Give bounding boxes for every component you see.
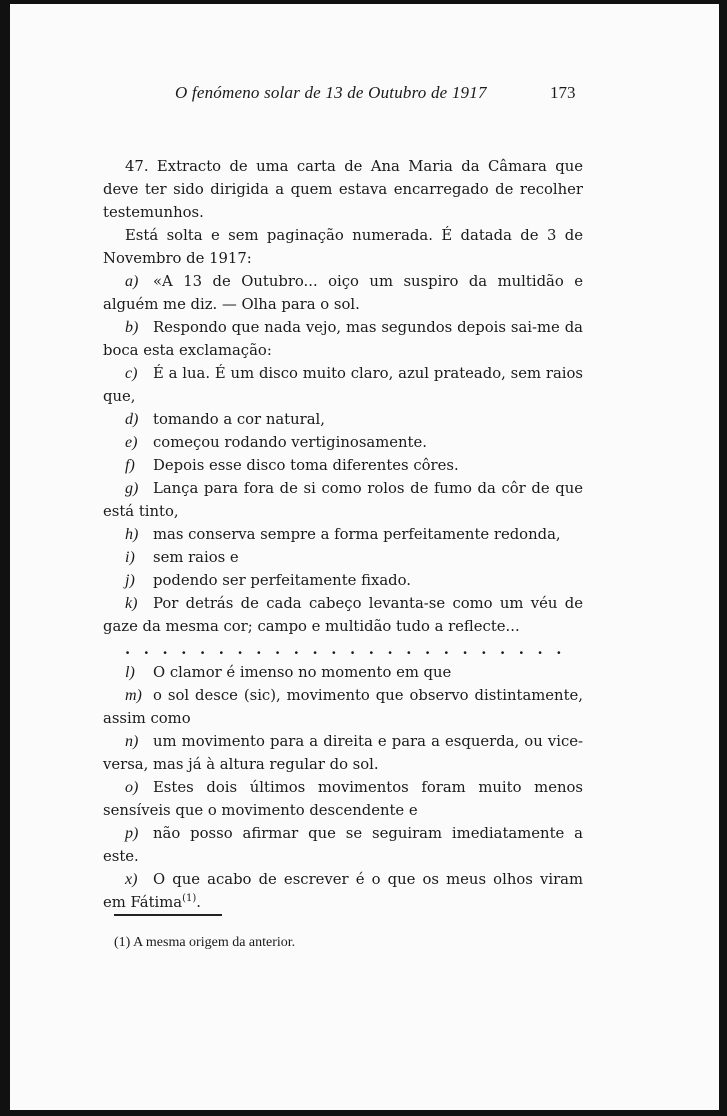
item-label: c) [125,365,138,382]
list-item [103,523,583,546]
observation-list-continued [103,661,583,914]
item-label: h) [125,526,139,543]
page-number: 173 [550,83,576,102]
item-label: m) [125,687,142,704]
footnote [114,935,295,951]
item-text: não posso afirmar que se seguiram imediatamente a este. [103,825,583,865]
list-item [103,592,583,638]
item-text: o sol desce (sic), movimento que observo distintamente, assim como [103,687,583,727]
item-label: o) [125,779,139,796]
list-item [103,316,583,362]
item-label: k) [125,595,138,612]
item-label: n) [125,733,139,750]
list-item [103,730,583,776]
running-header [10,83,719,107]
running-title: O fenómeno solar de 13 de Outubro de 1917 [175,83,487,102]
list-item [103,270,583,316]
list-item [103,408,583,431]
item-text: O que acabo de escrever é o que os meus olhos viram em Fátima [103,871,583,911]
list-item [103,362,583,408]
sentence-end: . [196,894,201,911]
observation-list [103,270,583,638]
footnote-text: A mesma origem da anterior. [133,935,296,950]
item-label: x) [125,871,138,888]
item-text: Respondo que nada vejo, mas segundos depois sai-me da boca esta exclamação: [103,319,583,359]
item-label: l) [125,664,135,681]
list-item [103,868,583,914]
main-text [103,155,583,914]
footnote-marker: (1) [114,935,131,950]
item-text: Estes dois últimos movimentos foram muito menos sensíveis que o movimento descendente e [103,779,583,819]
list-item [103,569,583,592]
item-label: d) [125,411,139,428]
intro-paragraph: 47. Extracto de uma carta de Ana Maria da Câmara que deve ter sido dirigida a quem estava encarregado de recolher testemunhos. [103,158,583,221]
list-item [103,454,583,477]
intro-paragraph-2: Está solta e sem paginação numerada. É datada de 3 de Novembro de 1917: [103,227,583,267]
list-item [103,661,583,684]
item-text: «A 13 de Outubro... oiço um suspiro da multidão e alguém me diz. — Olha para o sol. [103,273,583,313]
list-item [103,477,583,523]
item-text: começou rodando vertiginosamente. [153,434,427,451]
item-label: f) [125,457,135,474]
item-text: É a lua. É um disco muito claro, azul prateado, sem raios que, [103,365,583,405]
item-text: Lança para fora de si como rolos de fumo da côr de que está tinto, [103,480,583,520]
item-text: O clamor é imenso no momento em que [153,664,452,681]
ellipsis-separator: ........................ [125,641,576,658]
item-label: b) [125,319,139,336]
item-text: Depois esse disco toma diferentes côres. [153,457,459,474]
item-text: um movimento para a direita e para a esquerda, ou vice-versa, mas já à altura regular do sol. [103,733,583,773]
footnote-rule [114,914,222,916]
item-text: tomando a cor natural, [153,411,325,428]
item-label: j) [125,572,135,589]
list-item [103,776,583,822]
item-label: i) [125,549,135,566]
list-item [103,546,583,569]
item-label: e) [125,434,138,451]
item-text: mas conserva sempre a forma perfeitamente redonda, [153,526,561,543]
list-item [103,684,583,730]
item-label: p) [125,825,139,842]
item-label: g) [125,480,139,497]
item-text: Por detrás de cada cabeço levanta-se como um véu de gaze da mesma cor; campo e multidão tudo a reflecte... [103,595,583,635]
item-text: sem raios e [153,549,239,566]
item-text: podendo ser perfeitamente fixado. [153,572,411,589]
footnote-reference[interactable]: (1) [182,893,197,905]
item-label: a) [125,273,139,290]
list-item [103,431,583,454]
list-item [103,822,583,868]
